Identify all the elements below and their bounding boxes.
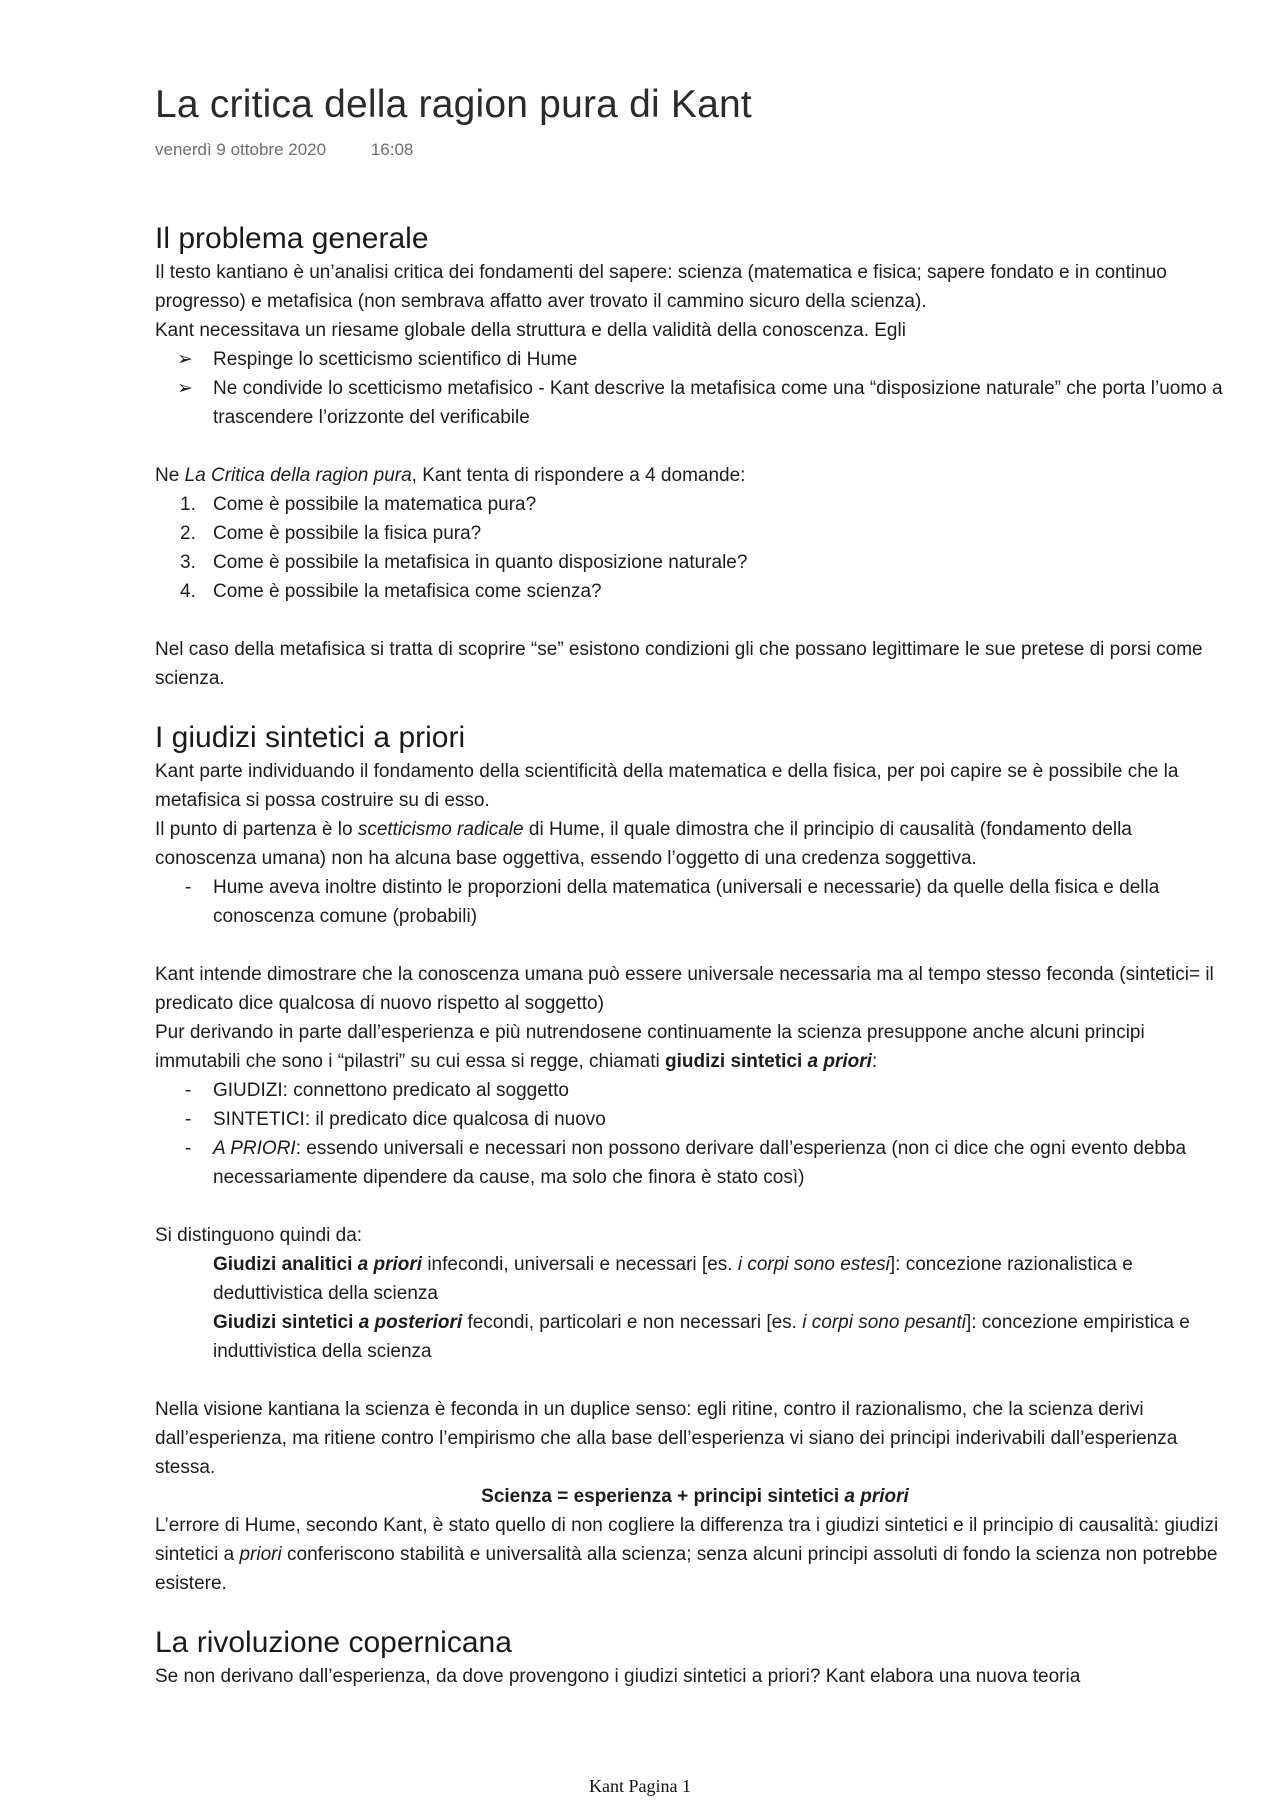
emphasis: A PRIORI [213,1138,296,1159]
list-item [155,873,1235,931]
arrow-bullet-icon: ➢ [177,378,193,399]
emphasis: scetticismo radicale [357,819,524,840]
text-run: Il punto di partenza è lo [155,819,358,840]
text-run: L’errore di Hume, secondo Kant, è stato quello di non cogliere la differenza tra i giudizi sintetici e il principio di causalità: giudizi sintetici a [155,1515,1219,1565]
list-item-text: Come è possibile la fisica pura? [213,523,482,544]
list-item [155,1134,1235,1192]
section-heading: La rivoluzione copernicana [155,1626,512,1659]
list-item [155,374,1235,432]
bold-italic-term: a priori [807,1051,872,1072]
arrow-bullet-icon: ➢ [177,349,193,370]
bold-term: Giudizi sintetici [213,1312,359,1333]
text-run: di Hume, il quale dimostra che il principio di causalità (fondamento della conoscenza umana) non ha alcuna base oggettiva, essendo l’oggetto di una credenza soggettiva. [155,819,1132,869]
formula-text: Scienza = esperienza + principi sintetici [481,1486,845,1507]
text-run: conferiscono stabilità e universalità alla scienza; senza alcuni principi assoluti di fondo la scienza non potrebbe esistere. [155,1544,1218,1594]
paragraph [155,461,1235,490]
paragraph: Nel caso della metafisica si tratta di scoprire “se” esistono condizioni gli che possano legittimare le sue pretese di porsi come scienza. [155,639,1203,689]
list-item-text: Ne condivide lo scetticismo metafisico - Kant descrive la metafisica come una “disposizione naturale” che porta l’uomo a trascendere l’orizzonte del verificabile [213,378,1223,428]
dash-list [155,873,1235,931]
text-run: , Kant tenta di rispondere a 4 domande: [411,465,746,486]
text-run: Pur derivando in parte dall’esperienza e più nutrendosene continuamente la scienza presuppone anche alcuni principi immutabili che sono i “pilastri” su cui essa si regge, chiamati [155,1022,1145,1072]
bold-italic-term: a priori [357,1254,423,1275]
list-item-text: Come è possibile la metafisica come scienza? [213,581,602,602]
example: i corpi sono pesanti [802,1312,966,1333]
paragraph: Kant necessitava un riesame globale della struttura e della validità della conoscenza. Egli [155,320,906,341]
list-number: 3. [180,552,196,573]
list-item-text: Respinge lo scetticismo scientifico di Hume [213,349,578,370]
bold-italic-term: a posteriori [358,1312,463,1333]
section-heading: I giudizi sintetici a priori [155,721,466,754]
list-item-text: Hume aveva inoltre distinto le proporzioni della matematica (universali e necessarie) da quelle della fisica e della conoscenza comune (probabili) [213,877,1160,927]
text-run: infecondi, universali e necessari [es. [422,1254,738,1275]
note-date: venerdì 9 ottobre 2020 [155,140,327,159]
dash-bullet-icon: - [185,1138,192,1159]
paragraph: Se non derivano dall’esperienza, da dove provengono i giudizi sintetici a priori? Kant elabora una nuova teoria [155,1666,1081,1687]
indented-paragraph [155,1250,1235,1308]
note-time: 16:08 [370,140,414,159]
dash-bullet-icon: - [185,877,192,898]
paragraph: Nella visione kantiana la scienza è feconda in un duplice senso: egli ritine, contro il razionalismo, che la scienza derivi dall’esperienza, ma ritiene contro l’empirismo che alla base dell’esperienza vi siano dei principi inderivabili dall’esperienza stessa. [155,1399,1178,1478]
list-item [155,548,1235,577]
section-heading: Il problema generale [155,222,429,255]
text-run: ]: concezione empiristica e induttivistica della scienza [213,1312,1190,1362]
emphasis: priori [239,1544,282,1565]
dash-bullet-icon: - [185,1080,192,1101]
formula-italic: a priori [844,1486,909,1507]
paragraph: Il testo kantiano è un’analisi critica dei fondamenti del sapere: scienza (matematica e fisica; sapere fondato e in continuo progresso) e metafisica (non sembrava affatto aver trovato il cammino sicuro della scienza). [155,262,1167,312]
note-timestamp [155,140,1235,164]
list-item-text: Come è possibile la matematica pura? [213,494,537,515]
document-body [155,82,1235,1691]
list-item-text: GIUDIZI: connettono predicato al soggetto [213,1080,569,1101]
text-run: : [871,1051,878,1072]
text-run: ]: concezione razionalistica e deduttivistica della scienza [213,1254,1133,1304]
paragraph: Kant parte individuando il fondamento della scientificità della matematica e della fisica, per poi capire se è possibile che la metafisica si possa costruire su di esso. [155,761,1179,811]
list-number: 4. [180,581,196,602]
numbered-list [155,490,1235,606]
section-rivoluzione-copernicana [155,1624,1235,1691]
list-number: 2. [180,523,196,544]
dash-bullet-icon: - [185,1109,192,1130]
bold-term: giudizi sintetici [665,1051,808,1072]
text-run: Ne [155,465,185,486]
paragraph [155,815,1235,873]
paragraph [155,1018,1235,1076]
page-footer: Kant Pagina 1 [589,1776,691,1796]
arrow-bullet-list [155,345,1235,432]
indented-paragraph [155,1308,1235,1366]
paragraph [155,1511,1235,1598]
list-item [155,1076,1235,1105]
formula [155,1482,1235,1511]
text-run: fecondi, particolari e non necessari [es. [462,1312,803,1333]
list-item [155,577,1235,606]
list-item-text: : essendo universali e necessari non possono derivare dall’esperienza (non ci dice che ogni evento debba necessariamente dipendere da cause, ma solo che finora è stato così) [213,1138,1187,1188]
paragraph: Si distinguono quindi da: [155,1225,363,1246]
list-item [155,1105,1235,1134]
bold-term: Giudizi analitici [213,1254,358,1275]
list-item [155,519,1235,548]
paragraph: Kant intende dimostrare che la conoscenza umana può essere universale necessaria ma al tempo stesso feconda (sintetici= il predicato dice qualcosa di nuovo rispetto al soggetto) [155,964,1214,1014]
book-title: La Critica della ragion pura [184,465,412,486]
list-item-text: Come è possibile la metafisica in quanto disposizione naturale? [213,552,748,573]
list-item [155,490,1235,519]
list-number: 1. [180,494,196,515]
page-title: La critica della ragion pura di Kant [155,83,752,126]
list-item [155,345,1235,374]
list-item-text: SINTETICI: il predicato dice qualcosa di nuovo [213,1109,606,1130]
dash-list [155,1076,1235,1192]
example: i corpi sono estesi [737,1254,890,1275]
section-problema-generale [155,220,1235,693]
section-giudizi-sintetici [155,719,1235,1598]
